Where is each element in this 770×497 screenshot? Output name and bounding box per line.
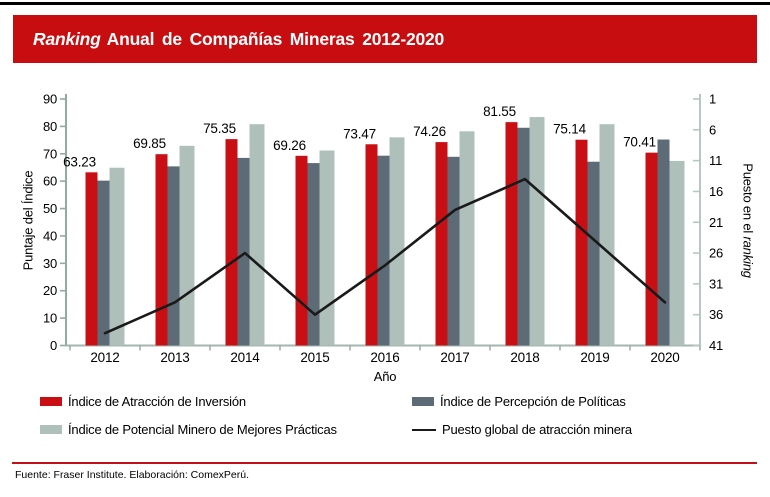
bar-2-2019 xyxy=(600,124,615,345)
right-axis-tick-label: 36 xyxy=(709,307,724,323)
left-axis-tick-label: 20 xyxy=(42,283,57,299)
bar-1-2016 xyxy=(378,156,390,346)
bar-1-2018 xyxy=(518,128,530,346)
bar-value-label: 69.26 xyxy=(273,137,306,153)
bar-value-label: 70.41 xyxy=(623,134,656,150)
x-axis-title: Año xyxy=(373,369,397,384)
bar-0-2014 xyxy=(226,139,238,345)
year-label: 2020 xyxy=(650,350,680,365)
bar-value-label: 81.55 xyxy=(483,104,516,120)
year-label: 2013 xyxy=(160,350,190,365)
bar-value-label: 74.26 xyxy=(413,124,446,140)
legend-swatch-darkgray xyxy=(412,397,434,406)
right-axis-tick-label: 6 xyxy=(709,122,717,138)
legend-item-potencial xyxy=(40,422,412,437)
left-axis-tick-label: 90 xyxy=(42,91,57,107)
chart-title-italic: Ranking xyxy=(33,28,101,49)
right-axis-tick-label: 26 xyxy=(709,245,724,261)
left-axis-tick-label: 30 xyxy=(42,255,57,271)
right-axis-tick-label: 21 xyxy=(709,214,724,230)
bar-1-2012 xyxy=(98,181,110,346)
bar-0-2013 xyxy=(156,154,168,345)
legend-label: Índice de Percepción de Políticas xyxy=(440,394,626,409)
bar-value-label: 73.47 xyxy=(343,126,376,142)
right-axis-tick-label: 31 xyxy=(709,276,724,292)
bar-2-2013 xyxy=(180,146,195,346)
left-axis-tick-label: 10 xyxy=(42,310,57,326)
bar-0-2016 xyxy=(366,144,378,345)
left-axis-tick-label: 50 xyxy=(42,201,57,217)
legend-item-puesto xyxy=(412,422,746,437)
bar-1-2013 xyxy=(168,166,180,345)
year-label: 2018 xyxy=(510,350,540,365)
bar-value-label: 75.14 xyxy=(553,121,586,137)
right-axis-tick-label: 1 xyxy=(709,91,717,107)
bar-2-2018 xyxy=(530,117,545,345)
chart-legend xyxy=(40,394,746,437)
legend-item-atraccion xyxy=(40,394,412,409)
source-note: Fuente: Fraser Institute. Elaboración: ComexPerú. xyxy=(15,469,250,481)
left-axis-tick-label: 40 xyxy=(42,228,57,244)
left-axis-tick-label: 60 xyxy=(42,173,57,189)
chart-title-text: Anual de Compañías Mineras 2012-2020 xyxy=(106,28,445,49)
bar-0-2012 xyxy=(86,172,98,345)
bar-0-2019 xyxy=(576,140,588,346)
left-axis-tick-label: 0 xyxy=(49,338,57,353)
bar-2-2012 xyxy=(110,168,125,346)
year-label: 2012 xyxy=(90,350,120,365)
left-axis-title: Puntaje del Índice xyxy=(20,170,36,271)
bar-2-2020 xyxy=(670,161,685,346)
bar-2-2015 xyxy=(320,150,335,345)
bar-1-2014 xyxy=(238,158,250,346)
right-axis-tick-label: 16 xyxy=(709,183,724,199)
legend-swatch-line xyxy=(412,429,436,431)
bar-2-2016 xyxy=(390,137,405,345)
bar-value-label: 69.85 xyxy=(133,136,166,152)
year-label: 2015 xyxy=(300,350,330,365)
bar-1-2019 xyxy=(588,162,600,346)
legend-label: Índice de Potencial Minero de Mejores Prácticas xyxy=(68,422,337,437)
year-label: 2017 xyxy=(440,350,470,365)
legend-item-percepcion xyxy=(412,394,746,409)
year-label: 2019 xyxy=(580,350,610,365)
left-axis-tick-label: 80 xyxy=(42,118,57,134)
legend-swatch-red xyxy=(40,397,62,406)
bar-0-2017 xyxy=(436,142,448,345)
bar-2-2017 xyxy=(460,131,475,345)
legend-label: Puesto global de atracción minera xyxy=(442,422,632,437)
footer-divider xyxy=(12,462,757,464)
bar-value-label: 63.23 xyxy=(63,154,96,170)
right-axis-tick-label: 41 xyxy=(709,338,724,353)
year-label: 2016 xyxy=(370,350,400,365)
bar-value-label: 75.35 xyxy=(203,121,236,137)
left-axis-tick-label: 70 xyxy=(42,146,57,162)
bar-0-2018 xyxy=(506,122,518,345)
legend-label: Índice de Atracción de Inversión xyxy=(68,394,246,409)
bar-1-2020 xyxy=(658,140,670,346)
right-axis-title: Puesto en el ranking xyxy=(740,163,756,278)
legend-swatch-lightgray xyxy=(40,425,62,434)
year-label: 2014 xyxy=(230,350,260,365)
bar-2-2014 xyxy=(250,124,265,345)
bar-1-2017 xyxy=(448,157,460,346)
bar-0-2020 xyxy=(646,153,658,346)
bar-0-2015 xyxy=(296,156,308,346)
right-axis-tick-label: 11 xyxy=(709,153,723,169)
bar-1-2015 xyxy=(308,163,320,345)
